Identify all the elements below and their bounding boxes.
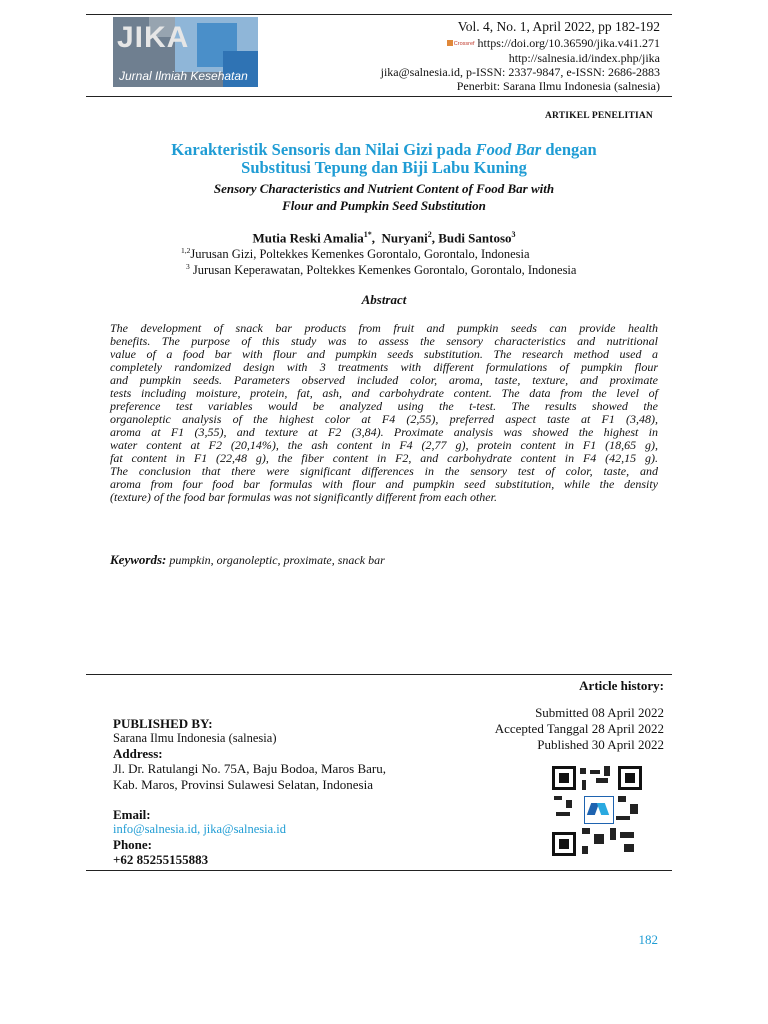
title-line1-italic: Food Bar [475,140,542,159]
phone-label: Phone: [113,837,152,852]
abstract-line: benefits. The purpose of this study was to assess the sensory characteristics and nutritional [110,334,658,348]
abstract-line: The development of snack bar products from fruit and pumpkin seeds can provide health [110,321,658,335]
abstract-line: fat content in F1 (22,48 g), the fiber content in F2, and carbohydrate content in F4 (42,15 g). [110,451,658,465]
abstract-line: preference test variables would be analyzed using the t-test. The results showed the [110,399,658,413]
abstract-body [110,322,658,504]
title-line2: Substitusi Tepung dan Biji Labu Kuning [241,158,527,177]
history-published: Published 30 April 2022 [537,737,664,752]
subtitle-line1: Sensory Characteristics and Nutrient Content of Food Bar with [213,181,555,196]
abstract-line: tests including moisture, protein, fat, ash, and carbohydrate content. The data from the level of [110,386,658,400]
abstract-line: value of a food bar with flour and pumpkin seeds substitution. The research method used a [110,347,658,361]
history-accepted: Accepted Tanggal 28 April 2022 [494,721,664,736]
article-type: ARTIKEL PENELITIAN [544,111,653,121]
doi-link[interactable]: https://doi.org/10.36590/jika.v4i1.271 [477,36,660,50]
address-label: Address: [113,746,163,761]
affiliation-2-sup: 3 [186,262,190,271]
abstract-line: The conclusion that there were significant differences in the sensory test of color, taste, and [110,464,658,478]
header-top-rule [86,14,672,15]
affiliation-1-sup: 1,2 [181,246,191,255]
abstract-line: water content at F2 (20,14%), the ash content in F4 (2,77 g), protein content in F1 (18,65 g), [110,438,658,452]
article-title [0,141,768,177]
author-separator: , [431,230,439,246]
page-number: 182 [638,932,658,947]
abstract-line: and pumpkin seeds. Parameters observed included color, aroma, taste, texture, and proximate [110,373,658,387]
salnesia-logo-icon [584,796,614,824]
logo-mark: JIKA [117,21,190,54]
author-1: Mutia Reski Amalia [252,230,364,246]
abstract-line: (texture) of the food bar formulas was not significantly different from each other. [110,490,497,504]
address-line1: Jl. Dr. Ratulangi No. 75A, Baju Bodoa, Maros Baru, [113,761,386,776]
title-line1-pre: Karakteristik Sensoris dan Nilai Gizi pada [171,140,476,159]
subtitle-line2: Flour and Pumpkin Seed Substitution [282,198,486,213]
author-2-sup: 2 [427,230,432,239]
history-label: Article history: [579,678,664,693]
abstract-line: completely randomized design with 3 treatments with different formulations of pumpkin flour [110,360,658,374]
keywords [110,552,385,568]
keywords-text: pumpkin, organoleptic, proximate, snack bar [169,553,385,567]
author-2: Nuryani [381,230,428,246]
qr-code [552,766,642,856]
abstract-line: aroma at F1 (3,55), and texture at F2 (3,84). Proximate analysis was showed the highest in [110,425,658,439]
header-bottom-rule [86,96,672,97]
logo-subtitle: Jurnal Ilmiah Kesehatan [119,69,248,83]
affiliation-1-text: Jurusan Gizi, Poltekkes Kemenkes Gorontalo, Gorontalo, Indonesia [190,247,530,262]
publisher-line: Penerbit: Sarana Ilmu Indonesia (salnesia) [456,79,660,93]
keywords-label: Keywords: [110,552,167,567]
affiliation-2 [186,262,576,278]
journal-volume: Vol. 4, No. 1, April 2022, pp 182-192 [457,19,660,34]
email-link[interactable]: info@salnesia.id, jika@salnesia.id [113,822,286,836]
journal-logo [113,17,258,87]
publisher-name: Sarana Ilmu Indonesia (salnesia) [113,731,277,745]
author-separator: , [371,230,382,246]
abstract-heading: Abstract [361,292,407,307]
crossref-icon: Crossref [447,37,475,52]
history-bottom-rule [86,870,672,871]
affiliation-2-text: Jurusan Keperawatan, Poltekkes Kemenkes Gorontalo, Gorontalo, Indonesia [192,263,577,278]
title-line1-post: dengan [541,140,597,159]
email-label: Email: [113,807,151,822]
issn-line: jika@salnesia.id, p-ISSN: 2337-9847, e-ISSN: 2686-2883 [380,65,660,79]
history-submitted: Submitted 08 April 2022 [535,705,664,720]
author-1-sup: 1* [363,230,372,239]
affiliation-1 [181,246,530,262]
doi-line [447,36,660,52]
journal-url[interactable]: http://salnesia.id/index.php/jika [508,51,660,65]
publisher-block [113,716,386,867]
history-top-rule [86,674,672,675]
published-by-label: PUBLISHED BY: [113,716,213,731]
author-3-sup: 3 [511,230,516,239]
author-list [0,230,768,246]
abstract-line: organoleptic analysis of the highest color at F4 (2,55), preferred aspect taste at F1 (3,48), [110,412,658,426]
phone-number: +62 85255155883 [113,852,209,867]
english-title [0,180,768,214]
abstract-line: aroma from four food bar formulas with flour and pumpkin seed substitution, while the density [110,477,658,491]
address-line2: Kab. Maros, Provinsi Sulawesi Selatan, Indonesia [113,777,373,792]
author-3: Budi Santoso [438,230,512,246]
